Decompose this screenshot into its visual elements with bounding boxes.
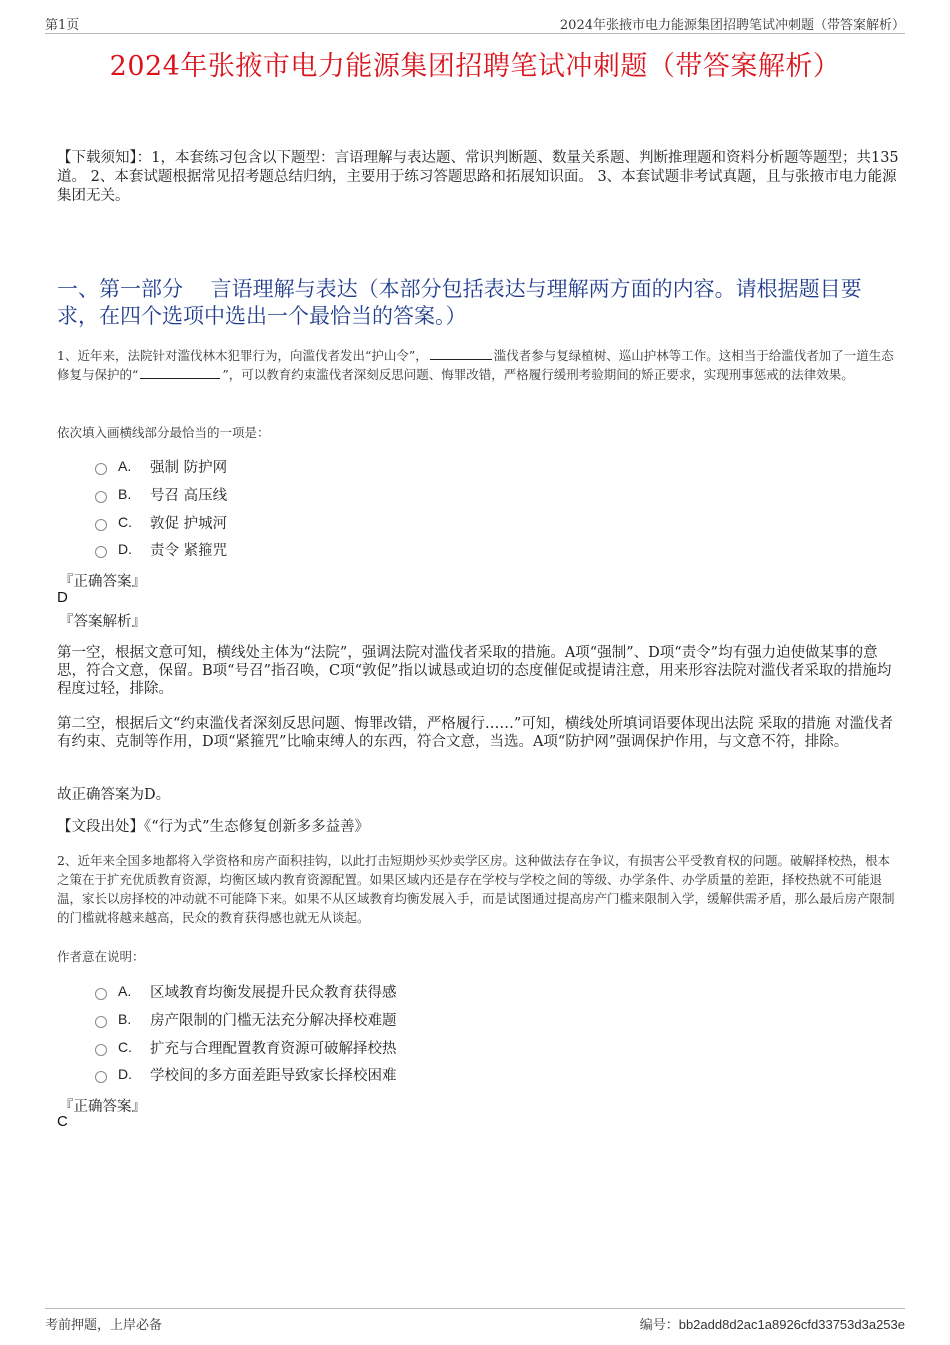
footer-code: 编号：bb2add8d2ac1a8926cfd33753d3a253e xyxy=(639,1317,905,1333)
q1-answer: D xyxy=(57,589,68,606)
radio-icon[interactable] xyxy=(95,1044,107,1056)
q1-analysis-2: 第二空，根据后文“约束滥伐者深刻反思问题、悔罪改错，严格履行……”可知，横线处所填词语要体现出法院 采取的措施 对滥伐者有约束、克制等作用，D项“紧箍咒”比喻束缚人的东西，符合文意，当选。A项“防护网”强调保护作用，与文意不符，排除。 xyxy=(57,716,894,750)
q2-answer: C xyxy=(57,1113,68,1130)
radio-icon[interactable] xyxy=(95,491,107,503)
section-title: 一、第一部分 言语理解与表达（本部分包括表达与理解两方面的内容。请根据题目要求，在四个选项中选出一个最恰当的答案。） xyxy=(57,277,862,328)
q1-analysis-1: 第一空，根据文意可知，横线处主体为“法院”，强调法院对滥伐者采取的措施。A项“强制”、D项“责令”均有强力迫使做某事的意思，符合文意，保留。B项“号召”指召唤，C项“敦促”指以诚恳或迫切的态度催促或提请注意，用来形容法院对滥伐者采取的措施均程度过轻，排除。 xyxy=(57,645,892,697)
q1-option-c[interactable]: C. 敦促 护城河 xyxy=(95,512,227,532)
q1-option-d[interactable]: D. 责令 紧箍咒 xyxy=(95,539,227,559)
q2-option-b[interactable]: B. 房产限制的门槛无法充分解决择校难题 xyxy=(95,1009,397,1029)
radio-icon[interactable] xyxy=(95,546,107,558)
radio-icon[interactable] xyxy=(95,1071,107,1083)
radio-icon[interactable] xyxy=(95,1016,107,1028)
q2-option-d[interactable]: D. 学校间的多方面差距导致家长择校困难 xyxy=(95,1064,397,1084)
header-doc-title: 2024年张掖市电力能源集团招聘笔试冲刺题（带答案解析） xyxy=(559,18,905,33)
radio-icon[interactable] xyxy=(95,988,107,1000)
radio-icon[interactable] xyxy=(95,463,107,475)
q1-conclusion: 故正确答案为D。 xyxy=(57,787,171,803)
q1-option-a[interactable]: A. 强制 防护网 xyxy=(95,456,227,476)
question-2-hint: 作者意在说明： xyxy=(57,949,145,964)
footer-divider xyxy=(45,1308,905,1309)
q1-analysis-label: 『答案解析』 xyxy=(59,614,146,630)
page-number: 第1页 xyxy=(45,18,80,33)
question-1-text: 1、近年来，法院针对滥伐林木犯罪行为，向滥伐者发出“护山令”， 滥伐者参与复绿植树、巡山护林等工作。这相当于给滥伐者加了一道生态修复与保护的“ ”，可以教育约束滥伐者深刻反思问题、悔罪改错，严格履行缓刑考验期间的矫正要求，实现刑事惩戒的法律效果。 xyxy=(57,348,894,382)
q2-answer-label: 『正确答案』 xyxy=(59,1099,146,1115)
q1-option-b[interactable]: B. 号召 高压线 xyxy=(95,484,227,504)
blank-2 xyxy=(140,366,220,379)
footer-slogan: 考前押题，上岸必备 xyxy=(45,1318,163,1333)
q1-source: 【文段出处】《“行为式”生态修复创新多多益善》 xyxy=(57,819,370,835)
question-1-hint: 依次填入画横线部分最恰当的一项是： xyxy=(57,425,270,440)
q1-answer-label: 『正确答案』 xyxy=(59,574,146,590)
header-divider xyxy=(45,33,905,34)
q2-option-c[interactable]: C. 扩充与合理配置教育资源可破解择校热 xyxy=(95,1037,397,1057)
download-notice: 【下载须知】：1，本套练习包含以下题型：言语理解与表达题、常识判断题、数量关系题、判断推理题和资料分析题等题型；共135道。 2、本套试题根据常见招考题总结归纳，主要用于练习答题思路和拓展知识面。 3、本套试题非考试真题，且与张掖市电力能源集团无关。 xyxy=(57,150,899,204)
blank-1 xyxy=(430,347,492,360)
page-title: 2024年张掖市电力能源集团招聘笔试冲刺题（带答案解析） xyxy=(109,51,841,82)
question-2-text: 2、近年来全国多地都将入学资格和房产面积挂钩，以此打击短期炒买炒卖学区房。这种做法存在争议，有损害公平受教育权的问题。破解择校热，根本之策在于扩充优质教育资源，均衡区域内教育资源配置。如果区域内还是存在学校与学校之间的等级、办学条件、办学质量的差距，择校热就不可能退温，家长以房择校的冲动就不可能降下来。如果不从区域教育均衡发展入手，而是试图通过提高房产门槛来限制入学，缓解供需矛盾，那么最后房产限制的门槛就将越来越高，民众的教育获得感也就无从谈起。 xyxy=(57,853,895,925)
q2-option-a[interactable]: A. 区域教育均衡发展提升民众教育获得感 xyxy=(95,981,397,1001)
radio-icon[interactable] xyxy=(95,519,107,531)
